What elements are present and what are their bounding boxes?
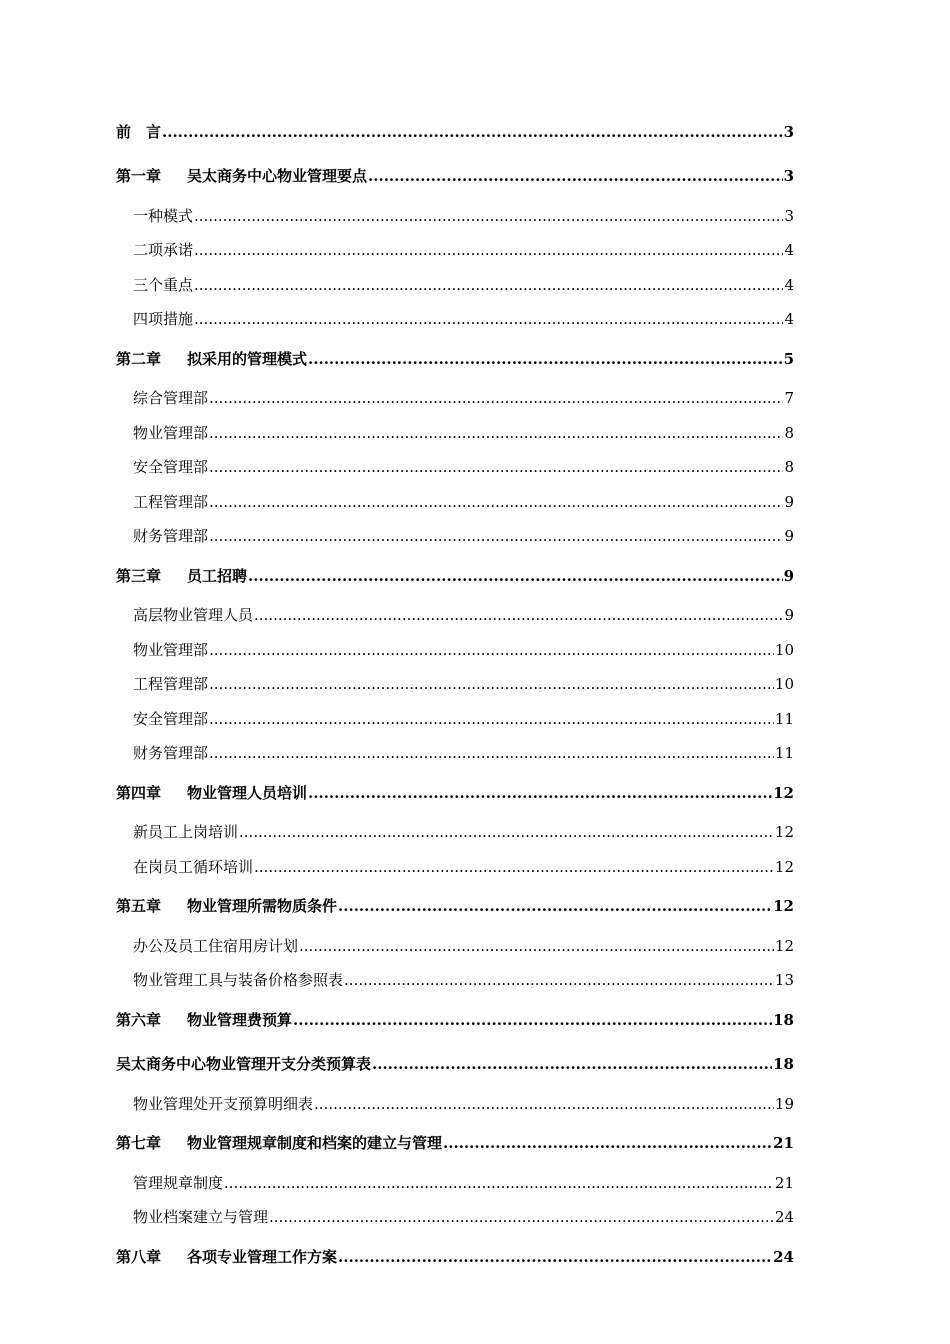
toc-page-number: 3 <box>784 206 794 225</box>
toc-section-entry[interactable] <box>116 381 794 416</box>
toc-page-number: 10 <box>774 675 794 693</box>
dot-leader <box>209 702 774 737</box>
dot-leader <box>338 894 772 918</box>
toc-entry-title <box>133 1087 313 1122</box>
toc-page-number: 9 <box>784 606 794 624</box>
toc-section-entry[interactable] <box>116 598 794 633</box>
toc-section-entry[interactable] <box>116 268 794 303</box>
dot-leader <box>372 1052 772 1076</box>
dot-leader <box>209 736 774 771</box>
toc-entry-label: 二项承诺 <box>133 241 194 259</box>
dot-leader <box>443 1131 772 1155</box>
toc-entry-title <box>133 519 208 554</box>
toc-entry-label: 吴太商务中心物业管理要点 <box>187 167 368 185</box>
toc-page-number: 3 <box>783 167 794 185</box>
toc-entry-title <box>133 381 208 416</box>
toc-entry-label: 物业管理所需物质条件 <box>187 897 338 915</box>
toc-section-entry[interactable] <box>116 450 794 485</box>
toc-entry-label: 物业管理部 <box>133 423 209 442</box>
dot-leader <box>308 781 772 805</box>
toc-chapter-entry[interactable] <box>116 337 794 382</box>
toc-chapter-entry[interactable] <box>116 554 794 599</box>
toc-entry-title <box>133 850 253 885</box>
dot-leader <box>209 667 774 702</box>
toc-chapter-entry[interactable] <box>116 1042 794 1087</box>
toc-page-number: 11 <box>774 709 794 728</box>
toc-entry-label: 物业管理人员培训 <box>187 783 308 802</box>
toc-chapter-number: 前 言 <box>116 123 162 141</box>
toc-chapter-entry[interactable] <box>116 884 794 929</box>
toc-page-number: 4 <box>784 310 794 328</box>
dot-leader <box>299 929 774 964</box>
toc-entry-label: 拟采用的管理模式 <box>187 349 308 368</box>
toc-entry-label: 办公及员工住宿用房计划 <box>133 936 299 955</box>
toc-entry-title <box>133 598 253 633</box>
toc-page-number: 8 <box>784 423 794 442</box>
toc-section-entry[interactable] <box>116 963 794 998</box>
dot-leader <box>209 450 783 485</box>
dot-leader <box>308 347 783 371</box>
toc-entry-label: 一种模式 <box>133 206 194 225</box>
toc-entry-title <box>116 120 161 144</box>
dot-leader <box>269 1200 774 1235</box>
toc-entry-label: 物业管理规章制度和档案的建立与管理 <box>187 1134 443 1152</box>
toc-chapter-number: 第七章 <box>116 1134 162 1152</box>
toc-page-number: 18 <box>773 1010 794 1029</box>
dot-leader <box>224 1166 774 1201</box>
toc-entry-title <box>116 164 367 188</box>
toc-chapter-number: 第五章 <box>116 897 162 915</box>
toc-section-entry[interactable] <box>116 1200 794 1235</box>
toc-page-number: 24 <box>773 1247 794 1266</box>
toc-chapter-entry[interactable] <box>116 1235 794 1280</box>
toc-entry-title <box>133 1200 268 1235</box>
dot-leader <box>293 1008 772 1032</box>
toc-section-entry[interactable] <box>116 199 794 234</box>
toc-entry-title <box>133 416 208 451</box>
toc-entry-title <box>116 1245 337 1269</box>
toc-section-entry[interactable] <box>116 1087 794 1122</box>
toc-section-entry[interactable] <box>116 667 794 702</box>
toc-section-entry[interactable] <box>116 416 794 451</box>
toc-entry-title <box>133 233 193 268</box>
toc-page-number: 3 <box>783 123 794 141</box>
toc-entry-label: 物业管理处开支预算明细表 <box>133 1094 314 1113</box>
toc-entry-title <box>116 347 307 371</box>
toc-page-number: 7 <box>784 389 794 407</box>
toc-entry-label: 物业管理费预算 <box>187 1010 293 1029</box>
toc-chapter-entry[interactable] <box>116 998 794 1043</box>
dot-leader <box>239 815 774 850</box>
dot-leader <box>194 302 783 337</box>
toc-entry-label: 财务管理部 <box>133 527 209 545</box>
toc-chapter-number: 第三章 <box>116 566 162 585</box>
toc-entry-title <box>133 633 208 668</box>
dot-leader <box>209 381 783 416</box>
toc-entry-label: 管理规章制度 <box>133 1173 224 1192</box>
toc-page-number: 12 <box>773 897 794 915</box>
toc-section-entry[interactable] <box>116 519 794 554</box>
toc-entry-title <box>133 963 343 998</box>
dot-leader <box>162 120 783 144</box>
toc-section-entry[interactable] <box>116 929 794 964</box>
toc-page-number: 10 <box>774 640 794 659</box>
toc-chapter-number: 第六章 <box>116 1010 162 1029</box>
toc-page-number: 4 <box>784 241 794 259</box>
toc-entry-label: 综合管理部 <box>133 389 209 407</box>
toc-section-entry[interactable] <box>116 302 794 337</box>
toc-entry-label: 三个重点 <box>133 275 194 294</box>
toc-entry-label: 高层物业管理人员 <box>133 606 254 624</box>
toc-page-number: 11 <box>774 744 794 762</box>
toc-entry-title <box>116 1052 371 1076</box>
toc-section-entry[interactable] <box>116 736 794 771</box>
toc-page-number: 12 <box>774 857 794 876</box>
toc-page-number: 18 <box>773 1055 794 1073</box>
toc-chapter-entry[interactable] <box>116 120 794 144</box>
toc-entry-label: 工程管理部 <box>133 492 209 511</box>
dot-leader <box>209 633 774 668</box>
dot-leader <box>209 485 783 520</box>
toc-chapter-entry[interactable] <box>116 771 794 816</box>
toc-entry-label: 物业档案建立与管理 <box>133 1208 269 1226</box>
toc-entry-label: 在岗员工循环培训 <box>133 857 254 876</box>
toc-page-number: 19 <box>774 1094 794 1113</box>
dot-leader <box>338 1245 772 1269</box>
toc-entry-title <box>116 1008 292 1032</box>
toc-page-number: 5 <box>783 349 794 368</box>
toc-entry-title <box>133 450 208 485</box>
toc-page-number: 9 <box>784 527 794 545</box>
toc-chapter-entry[interactable] <box>116 154 794 199</box>
toc-section-entry[interactable] <box>116 233 794 268</box>
toc-entry-title <box>133 815 238 850</box>
toc-entry-title <box>116 894 337 918</box>
toc-page-number: 13 <box>774 971 794 989</box>
toc-section-entry[interactable] <box>116 1166 794 1201</box>
toc-section-entry[interactable] <box>116 485 794 520</box>
toc-entry-label: 物业管理工具与装备价格参照表 <box>133 971 344 989</box>
toc-entry-label: 安全管理部 <box>133 709 209 728</box>
table-of-contents <box>116 120 794 1279</box>
toc-page-number: 24 <box>774 1208 794 1226</box>
toc-entry-title <box>133 736 208 771</box>
dot-leader <box>209 416 783 451</box>
dot-leader <box>344 963 774 998</box>
dot-leader <box>254 850 774 885</box>
toc-entry-title <box>133 485 208 520</box>
toc-page-number: 12 <box>774 936 794 955</box>
toc-page-number: 4 <box>784 275 794 294</box>
toc-entry-title <box>133 929 298 964</box>
toc-chapter-number: 第八章 <box>116 1247 162 1266</box>
dot-leader <box>209 519 783 554</box>
dot-leader <box>248 564 783 588</box>
toc-page-number: 21 <box>773 1134 794 1152</box>
dot-leader <box>368 164 783 188</box>
toc-chapter-number: 第一章 <box>116 167 162 185</box>
toc-entry-label: 四项措施 <box>133 310 194 328</box>
toc-page-number: 21 <box>774 1173 794 1192</box>
toc-entry-title <box>116 564 247 588</box>
dot-leader <box>194 233 783 268</box>
toc-entry-title <box>133 302 193 337</box>
toc-page-number: 12 <box>774 823 794 841</box>
toc-entry-label: 吴太商务中心物业管理开支分类预算表 <box>116 1055 372 1073</box>
dot-leader <box>314 1087 774 1122</box>
toc-entry-title <box>133 268 193 303</box>
dot-leader <box>194 199 783 234</box>
toc-section-entry[interactable] <box>116 815 794 850</box>
toc-entry-title <box>133 702 208 737</box>
toc-entry-label: 各项专业管理工作方案 <box>187 1247 338 1266</box>
toc-entry-label: 工程管理部 <box>133 675 209 693</box>
toc-section-entry[interactable] <box>116 633 794 668</box>
dot-leader <box>194 268 783 303</box>
toc-entry-label: 员工招聘 <box>187 566 248 585</box>
toc-chapter-entry[interactable] <box>116 1121 794 1166</box>
toc-entry-label: 新员工上岗培训 <box>133 823 239 841</box>
toc-section-entry[interactable] <box>116 850 794 885</box>
toc-page-number: 8 <box>784 458 794 476</box>
toc-entry-label: 物业管理部 <box>133 640 209 659</box>
toc-entry-title <box>116 781 307 805</box>
toc-entry-label: 财务管理部 <box>133 744 209 762</box>
toc-page-number: 12 <box>773 783 794 802</box>
toc-entry-label: 安全管理部 <box>133 458 209 476</box>
toc-entry-title <box>116 1131 442 1155</box>
dot-leader <box>254 598 783 633</box>
toc-entry-title <box>133 199 193 234</box>
toc-chapter-number: 第二章 <box>116 349 162 368</box>
toc-page-number: 9 <box>784 492 794 511</box>
toc-entry-title <box>133 1166 223 1201</box>
toc-section-entry[interactable] <box>116 702 794 737</box>
toc-page-number: 9 <box>783 566 794 585</box>
toc-entry-title <box>133 667 208 702</box>
toc-chapter-number: 第四章 <box>116 783 162 802</box>
